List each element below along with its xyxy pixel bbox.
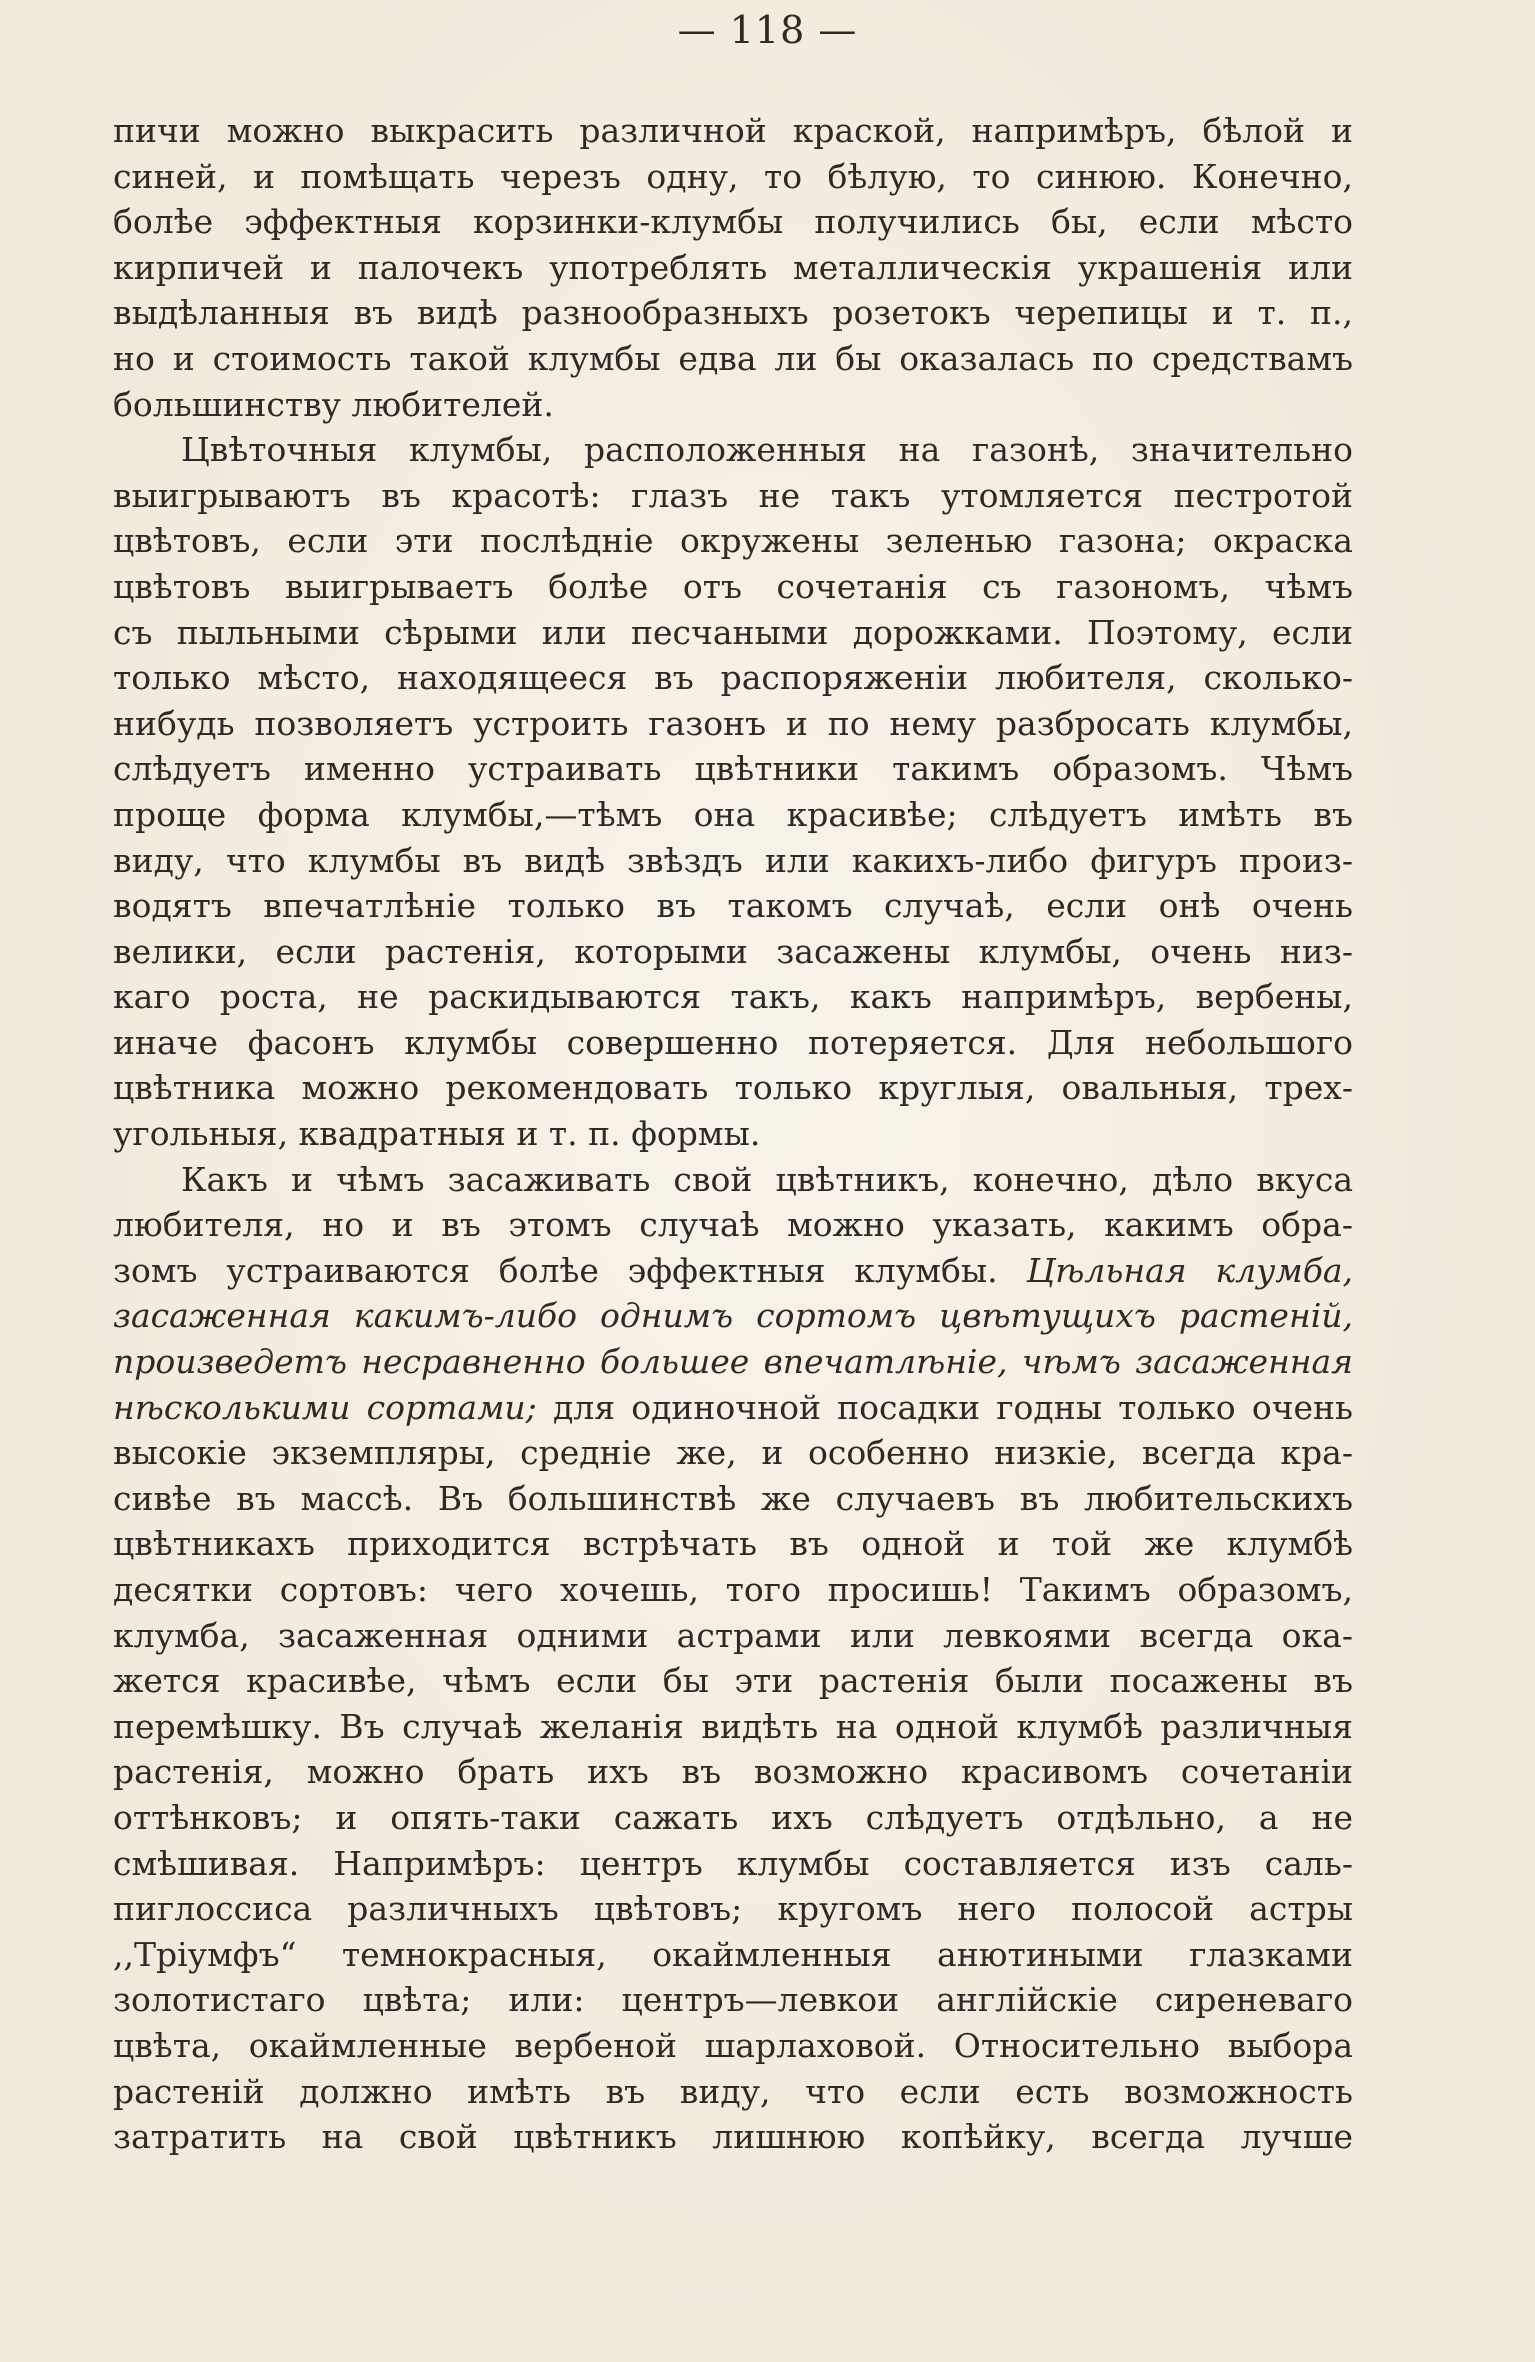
italic-text: Цѣльная клумба,	[1026, 1250, 1353, 1290]
text-line	[113, 382, 1353, 428]
line-text: цвѣтовъ выигрываетъ болѣе отъ сочетанія съ газономъ, чѣмъ	[113, 566, 1353, 606]
text-line	[113, 1749, 1353, 1795]
line-text: выигрываютъ въ красотѣ: глазъ не такъ утомляется пестротой	[113, 475, 1353, 515]
line-text: цвѣтника можно рекомендовать только круглыя, овальныя, трех-	[113, 1068, 1353, 1108]
text-line	[113, 473, 1353, 519]
text-line	[113, 974, 1353, 1020]
text-line	[113, 1658, 1353, 1704]
text-line	[113, 1886, 1353, 1932]
line-text: Цвѣточныя клумбы, расположенныя на газонѣ, значительно	[181, 430, 1353, 470]
line-text: большинству любителей.	[113, 384, 554, 424]
text-line	[113, 1157, 1353, 1203]
text-line	[113, 1613, 1353, 1659]
line-text: цвѣтовъ, если эти послѣдніе окружены зеленью газона; окраска	[113, 521, 1353, 561]
text-line	[113, 883, 1353, 929]
text-line	[113, 1704, 1353, 1750]
line-text: золотистаго цвѣта; или: центръ—левкои англійскіе сиреневаго	[113, 1980, 1353, 2020]
line-text: слѣдуетъ именно устраивать цвѣтники такимъ образомъ. Чѣмъ	[113, 749, 1353, 789]
line-text: высокіе экземпляры, средніе же, и особенно низкіе, всегда кра-	[113, 1433, 1353, 1473]
line-text: кирпичей и палочекъ употреблять металлическія украшенія или	[113, 247, 1353, 287]
line-text: болѣе эффектныя корзинки-клумбы получились бы, если мѣсто	[113, 202, 1353, 242]
text-line	[113, 518, 1353, 564]
line-text: десятки сортовъ: чего хочешь, того просишь! Такимъ образомъ,	[113, 1570, 1353, 1609]
line-text: перемѣшку. Въ случаѣ желанія видѣть на одной клумбѣ различныя	[113, 1706, 1353, 1746]
text-line	[113, 1932, 1353, 1978]
line-text: проще форма клумбы,—тѣмъ она красивѣе; слѣдуетъ имѣть въ	[113, 794, 1353, 834]
text-line	[113, 199, 1353, 245]
line-text: цвѣтникахъ приходится встрѣчать въ одной и той же клумбѣ	[113, 1524, 1353, 1564]
text-line	[113, 701, 1353, 747]
text-line	[113, 1020, 1353, 1066]
line-text: но и стоимость такой клумбы едва ли бы оказалась по средствамъ	[113, 338, 1353, 378]
line-text: водятъ впечатлѣніе только въ такомъ случаѣ, если онѣ очень	[113, 886, 1353, 926]
text-line	[113, 2023, 1353, 2069]
text-line	[113, 1476, 1353, 1522]
text-line	[113, 2069, 1353, 2115]
text-line	[113, 1248, 1353, 1294]
text-line	[113, 1795, 1353, 1841]
line-text: ,,Тріумфъ“ темнокрасныя, окаймленныя анютиными глазками	[113, 1934, 1353, 1974]
line-text: зомъ устраиваются болѣе эффектныя клумбы.	[113, 1250, 998, 1290]
text-line	[113, 1339, 1353, 1385]
line-text: смѣшивая. Напримѣръ: центръ клумбы составляется изъ саль-	[113, 1843, 1353, 1883]
italic-text: нѣсколькими сортами;	[113, 1387, 537, 1427]
text-line	[113, 1430, 1353, 1476]
line-text: затратить на свой цвѣтникъ лишнюю копѣйку, всегда лучше	[113, 2117, 1353, 2157]
line-text: цвѣта, окаймленные вербеной шарлаховой. Относительно выбора	[113, 2025, 1353, 2065]
text-line	[113, 154, 1353, 200]
text-line	[113, 1841, 1353, 1887]
line-text: пичи можно выкрасить различной краской, напримѣръ, бѣлой и	[113, 111, 1353, 150]
italic-text: произведетъ несравненно большее впечатлѣніе, чѣмъ засаженная	[113, 1342, 1353, 1382]
text-line	[113, 2114, 1353, 2160]
text-line	[113, 1065, 1353, 1111]
text-line	[113, 245, 1353, 291]
text-line	[113, 1567, 1353, 1613]
text-line	[113, 746, 1353, 792]
line-text: иначе фасонъ клумбы совершенно потеряется. Для небольшого	[113, 1022, 1353, 1062]
text-line	[113, 564, 1353, 610]
line-text: угольныя, квадратныя и т. п. формы.	[113, 1114, 761, 1154]
text-line	[113, 1385, 1353, 1431]
text-line	[113, 290, 1353, 336]
line-text: любителя, но и въ этомъ случаѣ можно указать, какимъ обра-	[113, 1205, 1353, 1245]
text-line	[113, 610, 1353, 656]
line-text: виду, что клумбы въ видѣ звѣздъ или какихъ-либо фигуръ произ-	[113, 840, 1353, 880]
line-text: синей, и помѣщать черезъ одну, то бѣлую, то синюю. Конечно,	[113, 156, 1353, 196]
text-line	[113, 427, 1353, 473]
line-text: растенія, можно брать ихъ въ возможно красивомъ сочетаніи	[113, 1752, 1353, 1792]
italic-text: засаженная какимъ-либо однимъ сортомъ цвѣтущихъ растеній,	[113, 1296, 1353, 1336]
text-line	[113, 838, 1353, 884]
page-number: — 118 —	[677, 8, 858, 52]
line-text: сивѣе въ массѣ. Въ большинствѣ же случаевъ въ любительскихъ	[113, 1478, 1353, 1518]
line-text: выдѣланныя въ видѣ разнообразныхъ розетокъ черепицы и т. п.,	[113, 293, 1353, 333]
text-line	[113, 1111, 1353, 1157]
line-text: для одиночной посадки годны только очень	[536, 1387, 1353, 1427]
line-text: велики, если растенія, которыми засажены клумбы, очень низ-	[113, 931, 1353, 971]
text-line	[113, 108, 1353, 154]
body-text	[113, 108, 1353, 2160]
line-text: Какъ и чѣмъ засаживать свой цвѣтникъ, конечно, дѣло вкуса	[181, 1159, 1353, 1199]
text-line	[113, 655, 1353, 701]
line-text: пиглоссиса различныхъ цвѣтовъ; кругомъ него полосой астры	[113, 1889, 1353, 1929]
text-line	[113, 792, 1353, 838]
text-line	[113, 1293, 1353, 1339]
text-line	[113, 336, 1353, 382]
line-text: каго роста, не раскидываются такъ, какъ напримѣръ, вербены,	[113, 977, 1353, 1017]
text-line	[113, 1977, 1353, 2023]
text-line	[113, 1521, 1353, 1567]
line-text: клумба, засаженная одними астрами или левкоями всегда ока-	[113, 1615, 1353, 1655]
line-text: съ пыльными сѣрыми или песчаными дорожками. Поэтому, если	[113, 612, 1353, 652]
text-line	[113, 1202, 1353, 1248]
line-text: только мѣсто, находящееся въ распоряженіи любителя, сколько-	[113, 658, 1353, 698]
line-text: растеній должно имѣть въ виду, что если есть возможность	[113, 2071, 1353, 2111]
line-text: жется красивѣе, чѣмъ если бы эти растенія были посажены въ	[113, 1661, 1353, 1701]
text-line	[113, 929, 1353, 975]
line-text: нибудь позволяетъ устроить газонъ и по нему разбросать клумбы,	[113, 703, 1353, 743]
line-text: оттѣнковъ; и опять-таки сажать ихъ слѣдуетъ отдѣльно, а не	[113, 1797, 1353, 1837]
